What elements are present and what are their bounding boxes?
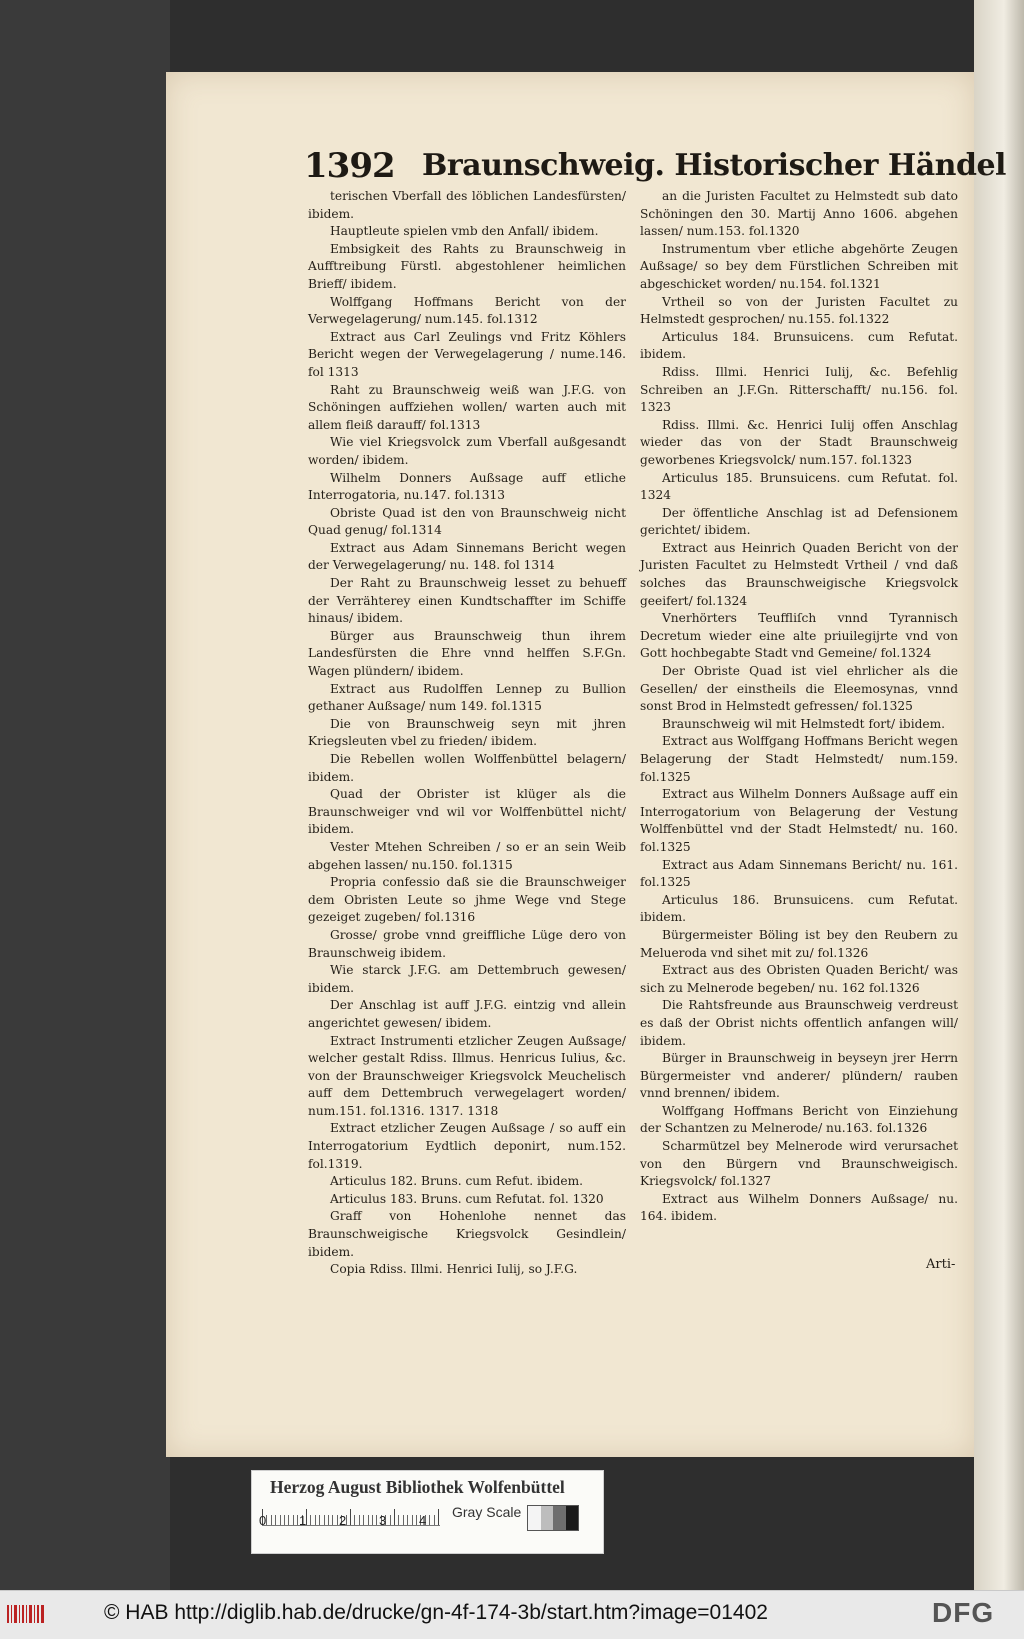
ruler-label: 1 bbox=[299, 1513, 307, 1528]
index-entry: Extract etzlicher Zeugen Außsage / so auff ein Interrogatorium Eydtlich deponirt, num.152. fol.1319. bbox=[308, 1121, 626, 1171]
catchword: Arti- bbox=[926, 1257, 956, 1272]
index-entry: Graff von Hohenlohe nennet das Braunschweigische Kriegsvolck Gesindlein/ ibidem. bbox=[308, 1209, 626, 1259]
index-entry: Extract aus Rudolffen Lennep zu Bullion gethaner Außsage/ num 149. fol.1315 bbox=[308, 681, 626, 714]
gray-swatch bbox=[541, 1506, 554, 1530]
index-entry: Articulus 182. Bruns. cum Refut. ibidem. bbox=[330, 1174, 584, 1189]
index-entry: Embsigkeit des Rahts zu Braunschweig in Aufftreibung Fürstl. abgestohlener heimlichen Brieff/ ibidem. bbox=[308, 241, 626, 291]
index-entry: Articulus 183. Bruns. cum Refutat. fol. 1320 bbox=[330, 1191, 604, 1206]
page-number: 1392 bbox=[304, 146, 395, 186]
ruler-tick bbox=[403, 1515, 404, 1525]
barcode-icon bbox=[6, 1603, 46, 1625]
index-entry: Articulus 184. Brunsuicens. cum Refutat. ibidem. bbox=[640, 329, 958, 362]
index-entry: Der Anschlag ist auff J.F.G. eintzig vnd allein angerichtet gewesen/ ibidem. bbox=[308, 998, 626, 1030]
ruler-tick bbox=[434, 1515, 435, 1525]
viewer-footer bbox=[0, 1590, 1024, 1639]
ruler-tick bbox=[438, 1509, 439, 1525]
ruler-tick bbox=[337, 1515, 338, 1525]
ruler-tick bbox=[319, 1515, 320, 1525]
index-entry: Extract aus Heinrich Quaden Bericht von der Juristen Facultet zu Helmstedt Vrtheil / vnd daß solches das Braunschweigische Kriegsvolck geeifert/ fol.1324 bbox=[640, 540, 958, 608]
ruler-tick bbox=[429, 1515, 430, 1525]
ruler-tick bbox=[368, 1515, 369, 1525]
ruler-tick bbox=[359, 1515, 360, 1525]
dfg-logo: DFG bbox=[932, 1597, 995, 1628]
index-entry: Der Raht zu Braunschweig lesset zu behueff der Verrähterey einen Kundtschaffter im Schiffe hinaus/ ibidem. bbox=[308, 576, 626, 626]
gray-swatch bbox=[553, 1506, 566, 1530]
gray-swatch bbox=[528, 1506, 541, 1530]
index-entry: Raht zu Braunschweig weiß wan J.F.G. von Schöningen auffziehen wollen/ warten auch mit allem fleiß darauff/ fol.1313 bbox=[308, 382, 626, 432]
index-entry: Bürgermeister Böling ist bey den Reubern zu Melueroda vnd sihet mit zu/ fol.1326 bbox=[640, 927, 958, 960]
index-entry: Propria confessio daß sie die Braunschweiger dem Obristen Leute so jhme Wege vnd Stege gezeiget zugeben/ fol.1316 bbox=[308, 875, 626, 925]
index-entry: Hauptleute spielen vmb den Anfall/ ibidem. bbox=[330, 224, 599, 239]
index-entry: Der Obriste Quad ist viel ehrlicher als die Gesellen/ der einstheils die Eleemosynas, vnnd sonst Brod in Helmstedt gefressen/ fol.1325 bbox=[640, 664, 958, 714]
index-entry: Die von Braunschweig seyn mit jhren Kriegsleuten vbel zu frieden/ ibidem. bbox=[308, 716, 626, 749]
page-header bbox=[304, 142, 1006, 192]
index-entry: Braunschweig wil mit Helmstedt fort/ ibidem. bbox=[662, 716, 946, 731]
color-scale-card bbox=[251, 1470, 604, 1554]
index-entry: an die Juristen Facultet zu Helmstedt sub dato Schöningen den 30. Martij Anno 1606. abgehen lassen/ num.153. fol.1320 bbox=[640, 189, 958, 239]
ruler-label: 4 bbox=[419, 1513, 427, 1528]
ruler-tick bbox=[280, 1515, 281, 1525]
index-entry: Wie starck J.F.G. am Dettembruch gewesen/ ibidem. bbox=[308, 963, 626, 995]
index-entry: Wilhelm Donners Außsage auff etliche Interrogatoria, nu.147. fol.1313 bbox=[308, 470, 626, 503]
index-entry: Bürger aus Braunschweig thun ihrem Landesfürsten die Ehre vnnd helffen S.F.Gn. Wagen plündern/ ibidem. bbox=[308, 628, 626, 679]
index-entry: Vrtheil so von der Juristen Facultet zu Helmstedt gesprochen/ nu.155. fol.1322 bbox=[640, 294, 958, 327]
index-entry: Vnerhörters Teuffliſch vnnd Tyrannisch Decretum wieder eine alte priuilegijrte vnd von Gott hochbegabte Stadt vnd Gemeine/ fol.1324 bbox=[640, 611, 958, 661]
ruler-tick bbox=[398, 1515, 399, 1525]
ruler-label: 2 bbox=[339, 1513, 347, 1528]
ruler-tick bbox=[350, 1509, 351, 1525]
index-entry: Die Rebellen wollen Wolffenbüttel belagern/ ibidem. bbox=[308, 752, 626, 784]
ruler-label: 3 bbox=[379, 1513, 387, 1528]
ruler-tick bbox=[315, 1515, 316, 1525]
index-entry: Extract aus Adam Sinnemans Bericht/ nu. 161. fol.1325 bbox=[640, 857, 958, 890]
left-text-column bbox=[308, 188, 626, 1279]
document-page bbox=[166, 72, 1006, 1457]
ruler-tick bbox=[271, 1515, 272, 1525]
index-entry: Articulus 186. Brunsuicens. cum Refutat. ibidem. bbox=[640, 892, 958, 925]
index-entry: Extract aus Wilhelm Donners Außsage/ nu. 164. ibidem. bbox=[640, 1191, 958, 1224]
index-entry: terischen Vberfall des löblichen Landesfürsten/ ibidem. bbox=[308, 189, 626, 221]
ruler-tick bbox=[266, 1515, 267, 1525]
ruler-tick bbox=[372, 1515, 373, 1525]
index-entry: Extract aus Wolffgang Hoffmans Bericht wegen Belagerung der Stadt Helmstedt/ num.159. fol.1325 bbox=[640, 734, 958, 784]
right-text-column bbox=[640, 188, 958, 1226]
ruler-tick bbox=[394, 1509, 395, 1525]
source-url[interactable]: © HAB http://diglib.hab.de/drucke/gn-4f-174-3b/start.htm?image=01402 bbox=[104, 1601, 768, 1624]
index-entry: Extract aus Adam Sinnemans Bericht wegen der Verwegelagerung/ nu. 148. fol 1314 bbox=[308, 540, 626, 573]
index-entry: Rdiss. Illmi. &c. Henrici Iulij offen Anschlag wieder das von der Stadt Braunschweig geworbenes Kriegsvolck/ num.157. fol.1323 bbox=[640, 417, 958, 467]
index-entry: Quad der Obrister ist klüger als die Braunschweiger vnd wil vor Wolffenbüttel nicht/ ibidem. bbox=[308, 787, 626, 837]
ruler-tick bbox=[275, 1515, 276, 1525]
ruler-tick bbox=[284, 1515, 285, 1525]
adjacent-page-edge bbox=[974, 0, 1024, 1590]
index-entry: Extract aus des Obristen Quaden Bericht/ was sich zu Melnerode begeben/ nu. 162 fol.1326 bbox=[640, 963, 958, 995]
ruler-tick bbox=[328, 1515, 329, 1525]
index-entry: Wolffgang Hoffmans Bericht von Einziehung der Schantzen zu Melnerode/ nu.163. fol.1326 bbox=[640, 1103, 958, 1136]
gray-scale-swatches bbox=[527, 1505, 579, 1531]
index-entry: Rdiss. Illmi. Henrici Iulij, &c. Befehlig Schreiben an J.F.Gn. Ritterschafft/ nu.156. fol. 1323 bbox=[640, 364, 958, 415]
index-entry: Copia Rdiss. Illmi. Henrici Iulij, so J.F.G. bbox=[330, 1262, 578, 1277]
index-entry: Wolffgang Hoffmans Bericht von der Verwegelagerung/ num.145. fol.1312 bbox=[308, 294, 626, 327]
ruler-tick bbox=[354, 1515, 355, 1525]
gray-scale-label: Gray Scale bbox=[452, 1504, 522, 1520]
viewer-background-left bbox=[0, 0, 170, 1590]
index-entry: Der öffentliche Anschlag ist ad Defensionem gerichtet/ ibidem. bbox=[640, 505, 958, 538]
index-entry: Obriste Quad ist den von Braunschweig nicht Quad genug/ fol.1314 bbox=[308, 505, 626, 538]
index-entry: Grosse/ grobe vnnd greiffliche Lüge dero von Braunschweig ibidem. bbox=[308, 927, 626, 960]
gray-swatch bbox=[566, 1506, 579, 1530]
ruler-tick bbox=[363, 1515, 364, 1525]
index-entry: Extract aus Carl Zeulings vnd Fritz Köhlers Bericht wegen der Verwegelagerung / nume.146. fol 1313 bbox=[308, 329, 626, 379]
running-title: Braunschweig. Historischer Händel bbox=[422, 148, 1006, 183]
index-entry: Vester Mtehen Schreiben / so er an sein Weib abgehen lassen/ nu.150. fol.1315 bbox=[308, 839, 626, 872]
ruler-bar bbox=[262, 1507, 440, 1526]
index-entry: Wie viel Kriegsvolck zum Vberfall außgesandt worden/ ibidem. bbox=[308, 435, 626, 467]
library-name: Herzog August Bibliothek Wolfenbüttel bbox=[270, 1477, 565, 1497]
ruler-label: 0 bbox=[259, 1513, 267, 1528]
ruler-tick bbox=[288, 1515, 289, 1525]
ruler-tick bbox=[416, 1515, 417, 1525]
index-entry: Scharmützel bey Melnerode wird verursachet von den Bürgern vnd Braunschweigisch. Kriegsvolck/ fol.1327 bbox=[640, 1139, 958, 1189]
index-entry: Extract Instrumenti etzlicher Zeugen Außsage/ welcher gestalt Rdiss. Illmus. Henricus Iulius, &c. von der Braunschweiger Kriegsvolck Meuchelisch auff dem Dettembruch verwegelagert worden/ num.151. fol.1316. 1317. 1318 bbox=[308, 1033, 626, 1118]
index-entry: Extract aus Wilhelm Donners Außsage auff ein Interrogatorium von Belagerung der Vestung Wolffenbüttel vnd der Stadt Helmstedt/ nu. 160. fol.1325 bbox=[640, 787, 958, 854]
ruler-tick bbox=[407, 1515, 408, 1525]
index-entry: Bürger in Braunschweig in beyseyn jrer Herrn Bürgermeister vnd anderer/ plündern/ rauben vnnd brennen/ ibidem. bbox=[640, 1051, 958, 1101]
index-entry: Articulus 185. Brunsuicens. cum Refutat. fol. 1324 bbox=[640, 470, 958, 503]
ruler-tick bbox=[376, 1515, 377, 1525]
index-entry: Instrumentum vber etliche abgehörte Zeugen Außsage/ so bey dem Fürstlichen Schreiben mit abgeschicket worden/ nu.154. fol.1321 bbox=[640, 241, 958, 291]
ruler-tick bbox=[310, 1515, 311, 1525]
ruler-tick bbox=[293, 1515, 294, 1525]
cm-ruler bbox=[262, 1507, 442, 1533]
ruler-tick bbox=[390, 1515, 391, 1525]
index-entry: Die Rahtsfreunde aus Braunschweig verdreust es daß der Obrist nichts offentlich anfangen will/ ibidem. bbox=[640, 998, 958, 1048]
ruler-tick bbox=[324, 1515, 325, 1525]
ruler-tick bbox=[332, 1515, 333, 1525]
ruler-tick bbox=[412, 1515, 413, 1525]
